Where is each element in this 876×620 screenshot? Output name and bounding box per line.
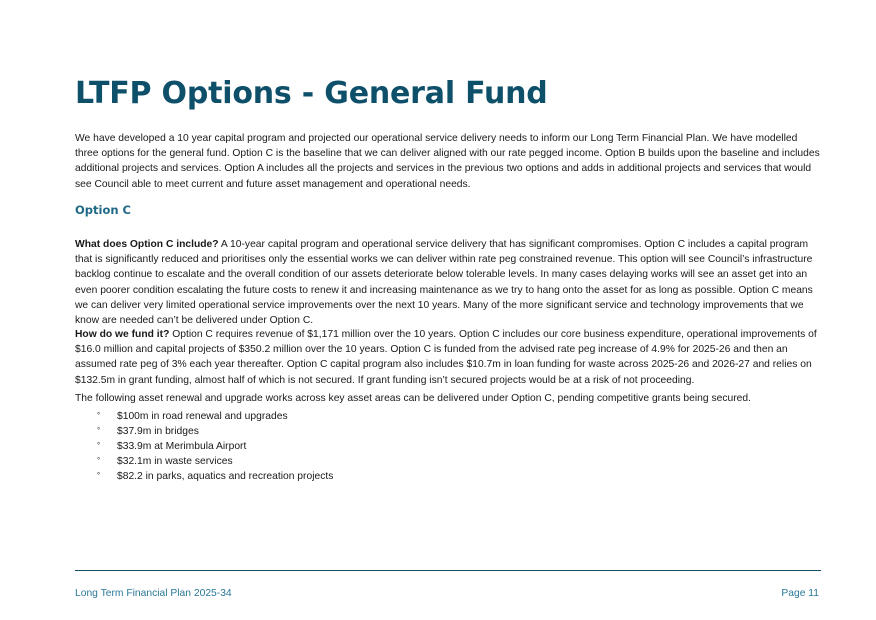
intro-paragraph: We have developed a 10 year capital program and projected our operational service delivery needs to inform our Long Term Financial Plan. We have modelled three options for the general fund. Option C is the baseline that we can deliver aligned with our rate pegged income. Option B builds upon the baseline and includes additional projects and services. Option A includes all the projects and services in the previous two options and adds in additional projects and services that would see Council able to meet current and future asset management and operational needs. <box>75 133 820 190</box>
list-item <box>97 425 333 440</box>
list-item <box>97 455 333 470</box>
bullet-circle-icon: ° <box>97 440 101 450</box>
list-item <box>97 410 333 425</box>
footer-document-title: Long Term Financial Plan 2025-34 <box>75 588 232 599</box>
section-heading-option-c: Option C <box>75 203 131 217</box>
include-lead: What does Option C include? <box>75 239 219 250</box>
include-text: A 10-year capital program and operational service delivery that has significant compromises. Option C includes a capital program that is significantly reduced and prioritises only the essential works we can deliver within rate peg constrained revenue. This option will see Council’s infrastructure backlog continue to escalate and the overall condition of our assets deteriorate below tolerable levels. In many cases delaying works will see an asset get into an even poorer condition escalating the future costs to renew it and increasing maintenance as we try to hang onto the asset for as long as possible. Option C means we can deliver very limited operational service improvements over the next 10 years. Many of the more significant service and technology improvements that we know are needed can’t be delivered under Option C. <box>75 239 813 327</box>
funding-text: Option C requires revenue of $1,171 million over the 10 years. Option C includes our core business expenditure, operational improvements of $16.0 million and capital projects of $350.2 million over the 10 years. Option C is funded from the advised rate peg increase of 4.9% for 2025-26 and then an assumed rate peg of 3% each year thereafter. Option C capital program also includes $10.7m in loan funding for waste across 2025-26 and 2026-27 and relies on $132.5m in grant funding, almost half of which is not secured. If grant funding isn’t secured projects would be at a risk of not proceeding. <box>75 329 817 386</box>
footer-divider <box>75 570 821 571</box>
works-bullet-list <box>97 410 333 485</box>
footer-page-number: Page 11 <box>781 588 819 599</box>
bullet-circle-icon: ° <box>97 411 101 420</box>
list-item <box>97 440 333 455</box>
list-item-text: $82.2 in parks, aquatics and recreation projects <box>117 470 334 482</box>
page-title: LTFP Options - General Fund <box>75 76 548 111</box>
funding-lead: How do we fund it? <box>75 329 170 340</box>
list-item-text: $32.1m in waste services <box>117 455 233 467</box>
list-item-text: $100m in road renewal and upgrades <box>117 411 288 422</box>
list-item <box>97 470 333 485</box>
document-page <box>75 0 821 620</box>
funding-paragraph <box>75 327 821 388</box>
works-paragraph: The following asset renewal and upgrade works across key asset areas can be delivered under Option C, pending competitive grants being secured. <box>75 393 751 404</box>
include-paragraph <box>75 237 821 328</box>
bullet-circle-icon: ° <box>97 455 101 465</box>
bullet-circle-icon: ° <box>97 425 101 435</box>
bullet-circle-icon: ° <box>97 470 101 480</box>
list-item-text: $33.9m at Merimbula Airport <box>117 440 247 452</box>
list-item-text: $37.9m in bridges <box>117 425 199 437</box>
